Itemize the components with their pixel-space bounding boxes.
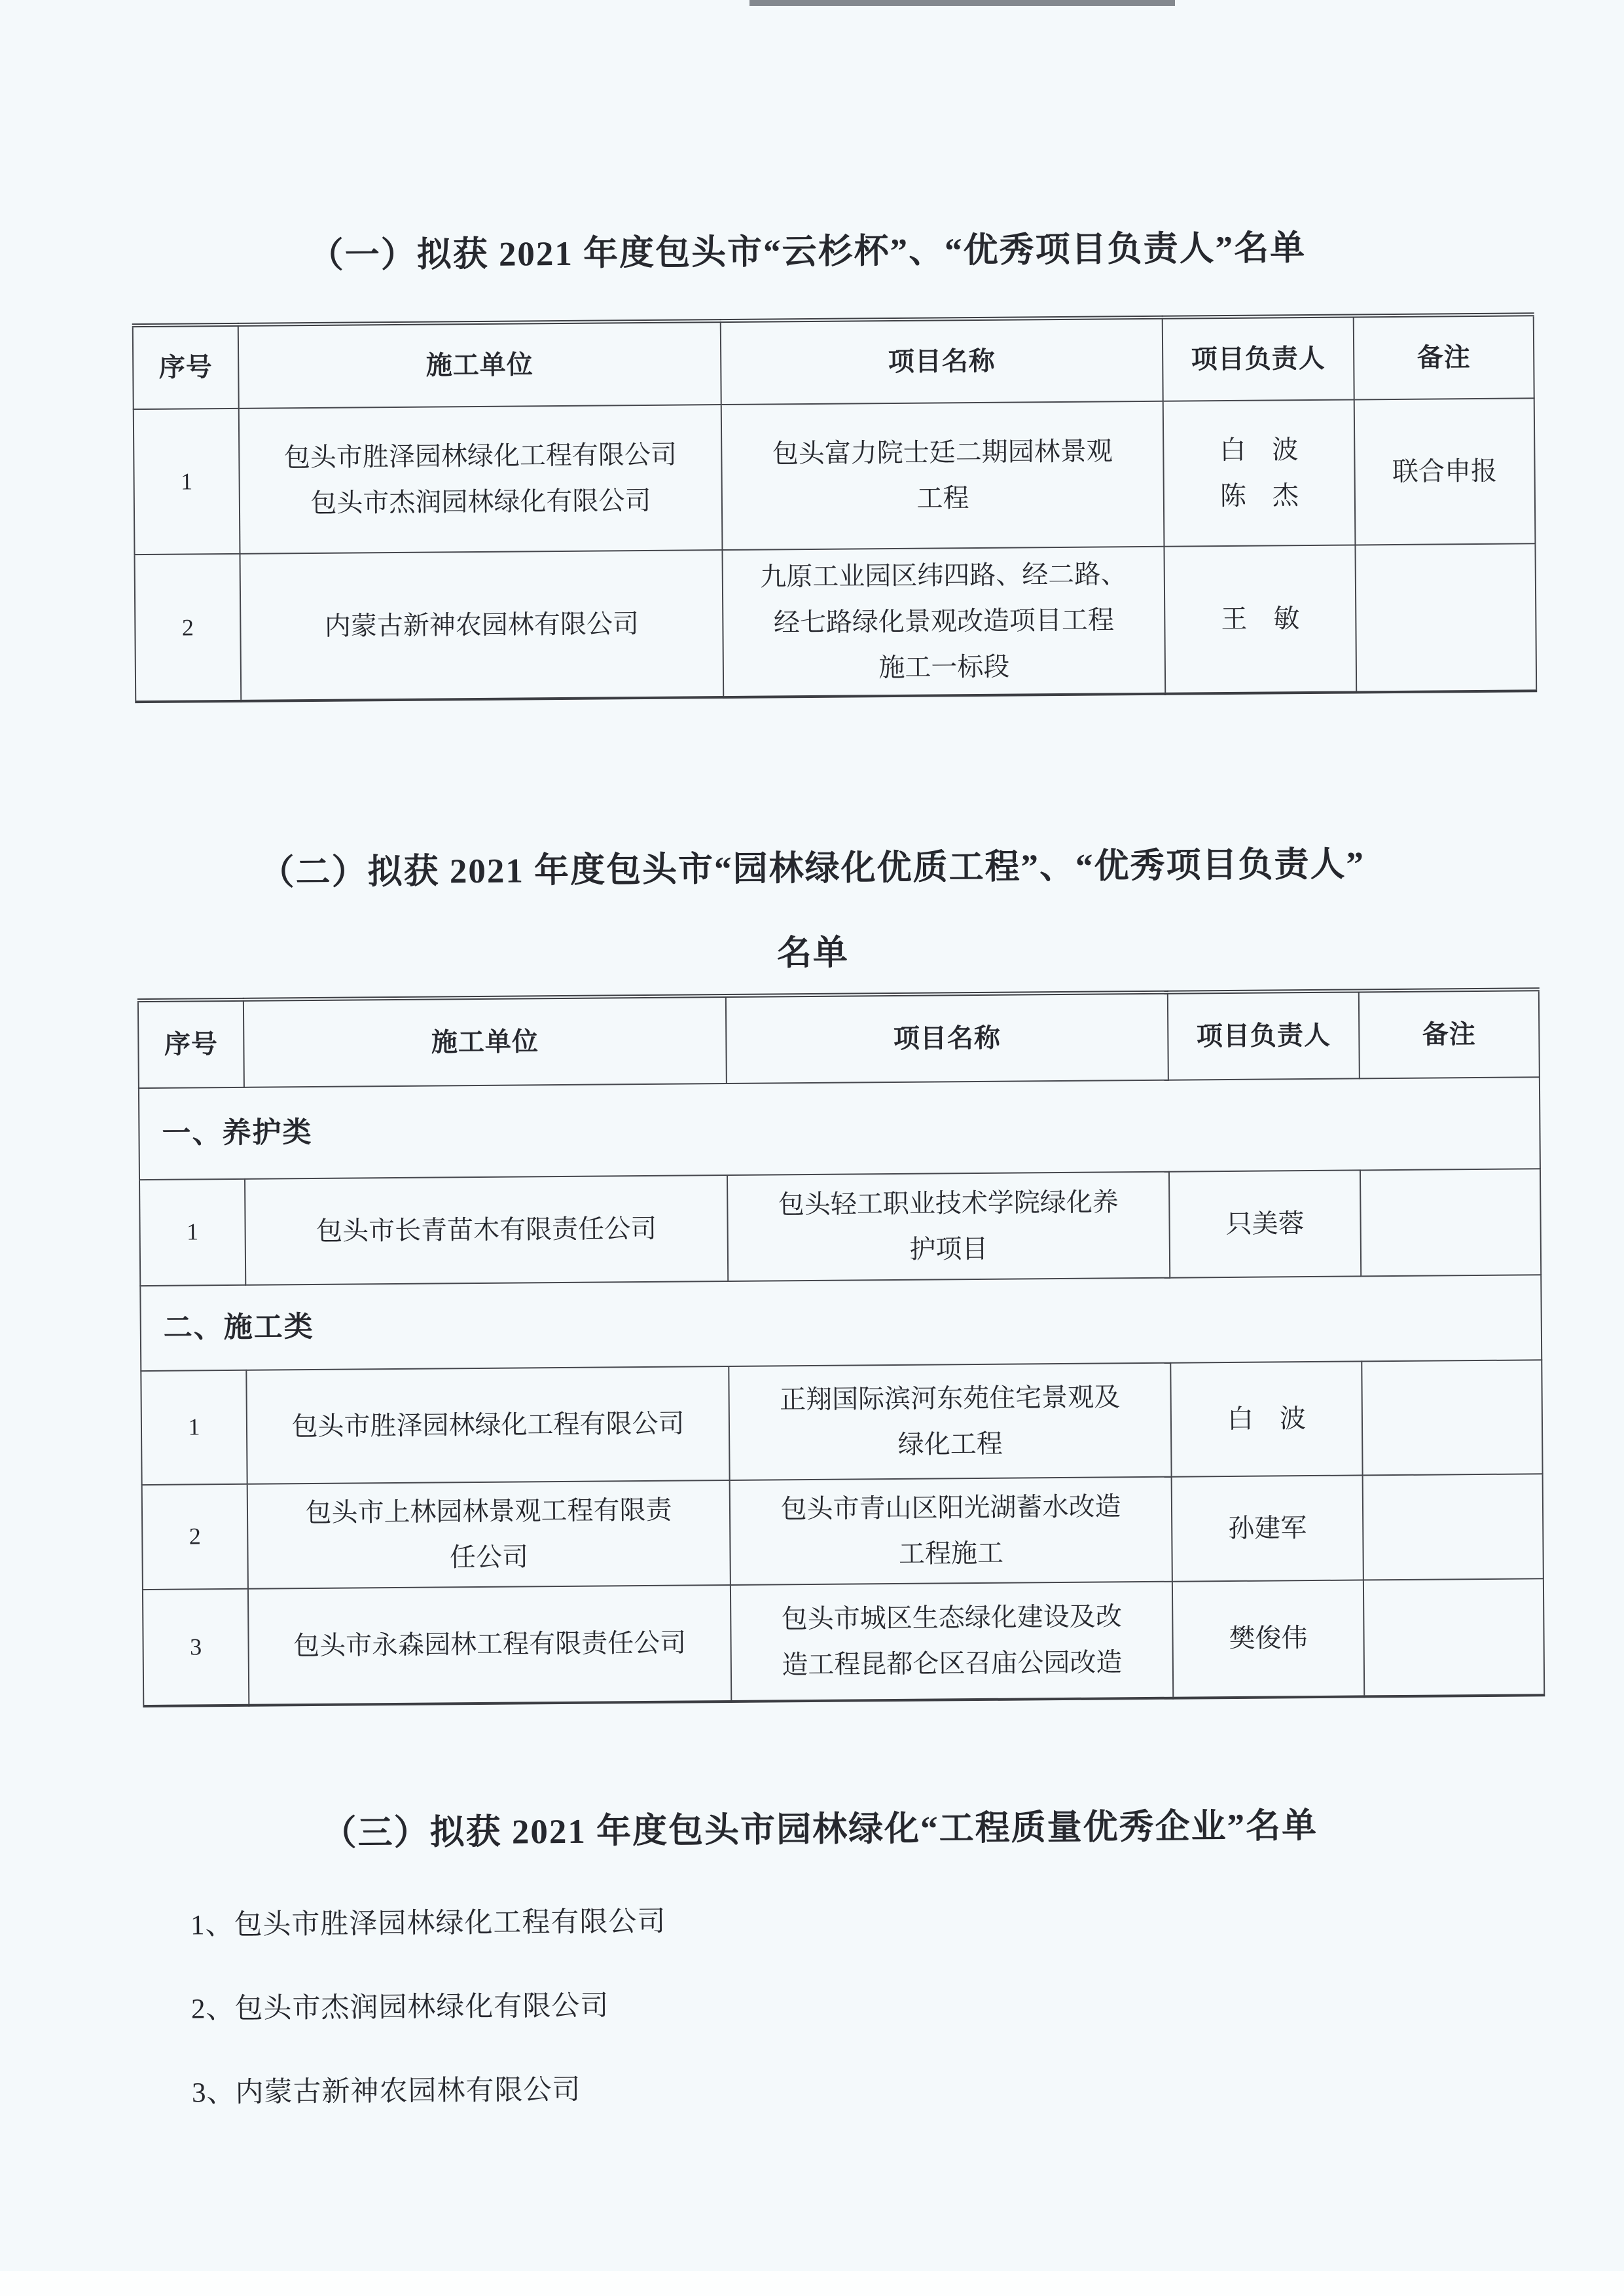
list-item: 1、包头市胜泽园林绿化工程有限公司 xyxy=(190,1906,666,1941)
column-header-leader: 项目负责人 xyxy=(1168,991,1360,1080)
column-header-no: 序号 xyxy=(133,325,239,409)
cell-leader: 樊俊伟 xyxy=(1172,1580,1364,1698)
column-header-no: 序号 xyxy=(138,1000,244,1088)
table-row xyxy=(141,1360,1542,1485)
table-row xyxy=(139,1169,1541,1286)
cell-leader: 白 波 陈 杰 xyxy=(1163,400,1356,547)
section2-title-line2: 名单 xyxy=(776,934,850,972)
cell-no: 3 xyxy=(143,1589,249,1706)
cell-no: 2 xyxy=(142,1484,248,1590)
list-item: 2、包头市杰润园林绿化有限公司 xyxy=(190,1990,609,2025)
table-row xyxy=(135,544,1537,702)
cell-project: 正翔国际滨河东苑住宅景观及 绿化工程 xyxy=(729,1362,1171,1480)
group-label-construction: 二、施工类 xyxy=(140,1275,1542,1371)
cell-note xyxy=(1360,1169,1541,1276)
cell-no: 1 xyxy=(134,409,240,555)
award-table-yunshan-cup xyxy=(132,313,1537,704)
table-row xyxy=(142,1474,1543,1590)
cell-company: 包头市永森园林工程有限责任公司 xyxy=(248,1585,731,1705)
cell-company: 包头市上林园林景观工程有限责 任公司 xyxy=(247,1480,731,1589)
cell-project: 包头轻工职业技术学院绿化养 护项目 xyxy=(727,1171,1170,1281)
column-header-note: 备注 xyxy=(1359,989,1540,1078)
cell-project: 九原工业园区纬四路、经二路、 经七路绿化景观改造项目工程 施工一标段 xyxy=(722,547,1165,697)
cell-leader: 只美蓉 xyxy=(1169,1170,1361,1277)
column-header-company: 施工单位 xyxy=(244,996,727,1087)
column-header-project: 项目名称 xyxy=(721,318,1163,405)
group-label-row-construction xyxy=(140,1275,1542,1371)
cell-company: 包头市胜泽园林绿化工程有限公司 xyxy=(246,1366,729,1484)
cell-no: 1 xyxy=(139,1179,245,1286)
cell-company: 包头市胜泽园林绿化工程有限公司 包头市杰润园林绿化有限公司 xyxy=(239,405,723,554)
table-header-row xyxy=(133,315,1534,410)
cell-no: 2 xyxy=(135,554,242,702)
cell-company: 内蒙古新神农园林有限公司 xyxy=(240,550,724,701)
excellent-enterprise-list xyxy=(190,1896,1624,2111)
column-header-company: 施工单位 xyxy=(238,321,721,409)
column-header-note: 备注 xyxy=(1354,315,1534,400)
cell-leader: 白 波 xyxy=(1170,1361,1362,1476)
section1-title: （一）拟获 2021 年度包头市“云杉杯”、“优秀项目负责人”名单 xyxy=(308,229,1307,276)
section2-title-line1: （二）拟获 2021 年度包头市“园林绿化优质工程”、“优秀项目负责人” xyxy=(259,845,1365,892)
cell-note xyxy=(1362,1360,1542,1475)
cell-note xyxy=(1363,1474,1543,1580)
cell-project: 包头市城区生态绿化建设及改 造工程昆都仑区召庙公园改造 xyxy=(731,1581,1173,1701)
section3-title: （三）拟获 2021 年度包头市园林绿化“工程质量优秀企业”名单 xyxy=(321,1806,1318,1853)
cell-leader: 孙建军 xyxy=(1172,1475,1363,1581)
cell-company: 包头市长青苗木有限责任公司 xyxy=(245,1175,728,1285)
list-item: 3、内蒙古新神农园林有限公司 xyxy=(191,2074,581,2109)
cell-note: 联合申报 xyxy=(1354,399,1536,545)
column-header-project: 项目名称 xyxy=(726,992,1168,1083)
cell-note xyxy=(1363,1578,1544,1696)
cell-project: 包头富力院士廷二期园林景观 工程 xyxy=(721,401,1164,550)
cell-project: 包头市青山区阳光湖蓄水改造 工程施工 xyxy=(730,1476,1172,1584)
scan-edge-strip xyxy=(0,2271,1624,2296)
table-row xyxy=(134,399,1536,555)
column-header-leader: 项目负责人 xyxy=(1163,316,1354,401)
cell-leader: 王 敏 xyxy=(1164,545,1356,694)
cell-note xyxy=(1355,544,1536,693)
cell-no: 1 xyxy=(141,1370,247,1485)
table-row xyxy=(143,1578,1544,1706)
award-table-quality-projects xyxy=(137,987,1545,1707)
group-label-row-maintenance xyxy=(139,1077,1540,1180)
table-header-row xyxy=(138,989,1540,1088)
group-label-maintenance: 一、养护类 xyxy=(139,1077,1540,1180)
